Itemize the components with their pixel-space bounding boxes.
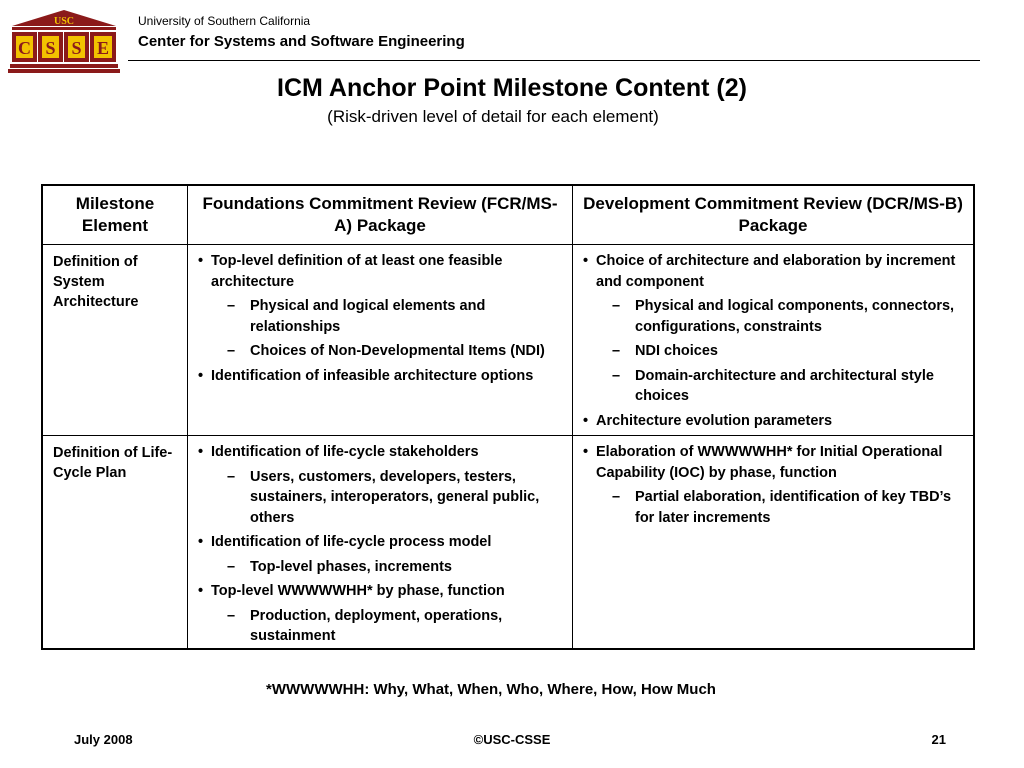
page-number: 21 [931, 732, 946, 747]
sub-bullet-item: – Partial elaboration, identification of key TBD’s for later increments [582, 487, 967, 528]
column-header-fcr: Foundations Commitment Review (FCR/MS-A) Package [188, 186, 573, 244]
sub-bullet-item: – Choices of Non-Developmental Items (NDI) [197, 341, 566, 362]
column-header-dcr: Development Commitment Review (DCR/MS-B) Package [583, 194, 963, 235]
bullet-item: • Architecture evolution parameters [582, 411, 967, 432]
milestone-content-table [41, 184, 975, 650]
column-header-milestone-element: Milestone Element [43, 186, 188, 244]
logo-letter-blocks [12, 32, 116, 62]
sub-bullet-item: – NDI choices [582, 341, 967, 362]
dcr-cell [573, 245, 973, 435]
logo-top-text: USC [53, 16, 75, 27]
fcr-cell [188, 436, 573, 648]
usc-csse-logo [8, 8, 120, 74]
sub-bullet-item: – Top-level phases, increments [197, 557, 566, 578]
logo-letter: S [45, 38, 56, 58]
center-name: Center for Systems and Software Engineering [138, 33, 465, 50]
bullet-item: • Identification of life-cycle process model [197, 532, 566, 553]
milestone-element-label: Definition of System Architecture [43, 245, 188, 435]
footnote: *WWWWWHH: Why, What, When, Who, Where, How, How Much [266, 681, 716, 698]
bullet-item: • Top-level definition of at least one feasible architecture [197, 251, 566, 292]
bullet-item: • Top-level WWWWWHH* by phase, function [197, 581, 566, 602]
bullet-item: • Choice of architecture and elaboration by increment and component [582, 251, 967, 292]
logo-letter: C [18, 38, 31, 58]
footer-copyright: ©USC-CSSE [473, 732, 551, 747]
bullet-item: • Elaboration of WWWWWHH* for Initial Operational Capability (IOC) by phase, function [582, 442, 967, 483]
footer-date: July 2008 [74, 732, 133, 747]
sub-bullet-item: – Physical and logical elements and relationships [197, 296, 566, 337]
dcr-cell [573, 436, 973, 648]
logo-letter: S [71, 38, 82, 58]
bullet-item: • Identification of infeasible architecture options [197, 366, 566, 387]
header-divider [128, 60, 980, 61]
sub-bullet-item: – Production, deployment, operations, sustainment [197, 606, 566, 647]
slide-title: ICM Anchor Point Milestone Content (2) [277, 74, 747, 102]
university-name: University of Southern California [138, 14, 311, 28]
bullet-item: • Identification of life-cycle stakeholders [197, 442, 566, 463]
table-row-system-architecture [43, 245, 973, 436]
fcr-cell [188, 245, 573, 435]
logo-letter: E [96, 38, 110, 58]
sub-bullet-item: – Users, customers, developers, testers, sustainers, interoperators, general public, others [197, 467, 566, 529]
milestone-element-label: Definition of Life-Cycle Plan [43, 436, 188, 648]
sub-bullet-item: – Domain-architecture and architectural style choices [582, 366, 967, 407]
slide-subtitle: (Risk-driven level of detail for each element) [327, 107, 659, 126]
sub-bullet-item: – Physical and logical components, connectors, configurations, constraints [582, 296, 967, 337]
table-row-life-cycle-plan [43, 436, 973, 648]
table-header-row [43, 186, 973, 245]
